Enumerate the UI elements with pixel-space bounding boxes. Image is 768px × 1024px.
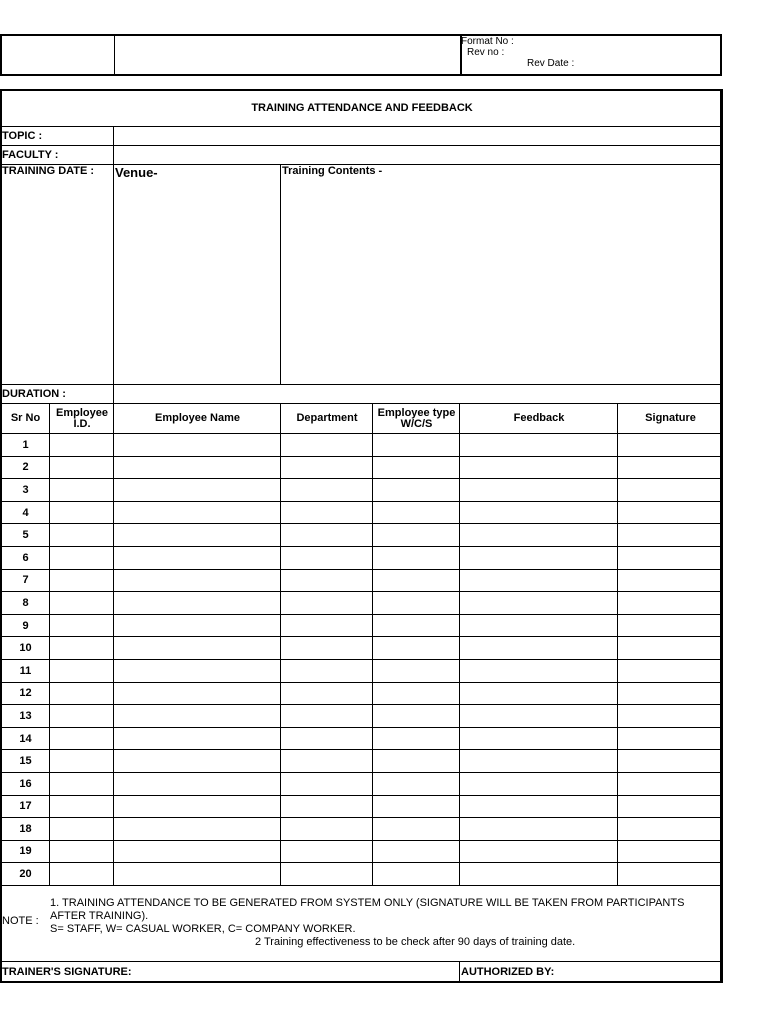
note-line-2: S= STAFF, W= CASUAL WORKER, C= COMPANY WORKER. xyxy=(50,923,356,936)
feedback-cell[interactable] xyxy=(460,705,618,728)
employee-name-cell[interactable] xyxy=(114,772,281,795)
table-row xyxy=(1,501,723,524)
col-signature: Signature xyxy=(618,404,723,434)
employee-id-cell[interactable] xyxy=(50,705,114,728)
employee-type-cell[interactable] xyxy=(373,614,460,637)
row-sr-no: 8 xyxy=(1,592,50,615)
table-row xyxy=(1,840,723,863)
employee-id-cell[interactable] xyxy=(50,795,114,818)
feedback-cell[interactable] xyxy=(460,614,618,637)
department-cell[interactable] xyxy=(281,501,373,524)
employee-id-cell[interactable] xyxy=(50,434,114,457)
employee-name-cell[interactable] xyxy=(114,479,281,502)
trainer-signature-label: TRAINER'S SIGNATURE: xyxy=(1,961,460,982)
row-sr-no: 1 xyxy=(1,434,50,457)
employee-type-cell[interactable] xyxy=(373,863,460,886)
department-cell[interactable] xyxy=(281,750,373,773)
feedback-cell[interactable] xyxy=(460,456,618,479)
form-title: TRAINING ATTENDANCE AND FEEDBACK xyxy=(1,90,723,127)
employee-type-cell[interactable] xyxy=(373,501,460,524)
note-section xyxy=(1,885,723,961)
employee-name-cell[interactable] xyxy=(114,727,281,750)
employee-id-cell[interactable] xyxy=(50,750,114,773)
col-sr-no: Sr No xyxy=(1,404,50,434)
employee-name-cell[interactable] xyxy=(114,614,281,637)
row-sr-no: 16 xyxy=(1,772,50,795)
employee-id-cell[interactable] xyxy=(50,727,114,750)
col-feedback: Feedback xyxy=(460,404,618,434)
employee-id-cell[interactable] xyxy=(50,818,114,841)
row-sr-no: 12 xyxy=(1,682,50,705)
employee-id-cell[interactable] xyxy=(50,546,114,569)
employee-name-cell[interactable] xyxy=(114,818,281,841)
row-sr-no: 14 xyxy=(1,727,50,750)
employee-name-cell[interactable] xyxy=(114,682,281,705)
row-sr-no: 19 xyxy=(1,840,50,863)
employee-type-cell[interactable] xyxy=(373,434,460,457)
signature-cell[interactable] xyxy=(618,479,723,502)
employee-type-cell[interactable] xyxy=(373,795,460,818)
employee-name-cell[interactable] xyxy=(114,456,281,479)
note-line-1: 1. TRAINING ATTENDANCE TO BE GENERATED FROM SYSTEM ONLY (SIGNATURE WILL BE TAKEN FROM PARTICIPANTS AFTER TRAINING). xyxy=(50,897,685,923)
department-cell[interactable] xyxy=(281,479,373,502)
department-cell[interactable] xyxy=(281,592,373,615)
table-row xyxy=(1,546,723,569)
signature-cell[interactable] xyxy=(618,456,723,479)
department-cell[interactable] xyxy=(281,682,373,705)
employee-type-cell[interactable] xyxy=(373,772,460,795)
employee-id-cell[interactable] xyxy=(50,456,114,479)
training-date-label: TRAINING DATE : xyxy=(1,165,114,385)
feedback-cell[interactable] xyxy=(460,592,618,615)
table-row xyxy=(1,569,723,592)
employee-type-cell[interactable] xyxy=(373,705,460,728)
row-sr-no: 10 xyxy=(1,637,50,660)
rev-date-label: Rev Date : xyxy=(527,58,575,69)
feedback-cell[interactable] xyxy=(460,840,618,863)
department-cell[interactable] xyxy=(281,456,373,479)
department-cell[interactable] xyxy=(281,705,373,728)
employee-name-cell[interactable] xyxy=(114,637,281,660)
employee-name-cell[interactable] xyxy=(114,524,281,547)
row-sr-no: 3 xyxy=(1,479,50,502)
signature-cell[interactable] xyxy=(618,750,723,773)
table-row xyxy=(1,479,723,502)
format-no-label: Format No : xyxy=(461,36,514,47)
feedback-cell[interactable] xyxy=(460,659,618,682)
row-sr-no: 13 xyxy=(1,705,50,728)
table-row xyxy=(1,795,723,818)
signature-cell[interactable] xyxy=(618,524,723,547)
note-label: NOTE : xyxy=(2,915,39,927)
employee-name-cell[interactable] xyxy=(114,795,281,818)
employee-id-cell[interactable] xyxy=(50,592,114,615)
row-sr-no: 11 xyxy=(1,659,50,682)
note-line-3: 2 Training effectiveness to be check after 90 days of training date. xyxy=(255,936,576,949)
department-cell[interactable] xyxy=(281,795,373,818)
topic-label: TOPIC : xyxy=(1,127,114,146)
col-employee-name: Employee Name xyxy=(114,404,281,434)
feedback-cell[interactable] xyxy=(460,727,618,750)
signature-cell[interactable] xyxy=(618,614,723,637)
employee-id-cell[interactable] xyxy=(50,524,114,547)
employee-id-cell[interactable] xyxy=(50,772,114,795)
department-cell[interactable] xyxy=(281,863,373,886)
employee-id-cell[interactable] xyxy=(50,840,114,863)
row-sr-no: 4 xyxy=(1,501,50,524)
faculty-value-cell[interactable] xyxy=(114,146,723,165)
table-row xyxy=(1,434,723,457)
employee-name-cell[interactable] xyxy=(114,592,281,615)
row-sr-no: 17 xyxy=(1,795,50,818)
row-sr-no: 15 xyxy=(1,750,50,773)
col-employee-type: Employee type W/C/S xyxy=(373,404,460,434)
employee-name-cell[interactable] xyxy=(114,546,281,569)
table-row xyxy=(1,637,723,660)
table-row xyxy=(1,456,723,479)
department-cell[interactable] xyxy=(281,772,373,795)
employee-id-cell[interactable] xyxy=(50,479,114,502)
feedback-cell[interactable] xyxy=(460,524,618,547)
row-sr-no: 7 xyxy=(1,569,50,592)
employee-type-cell[interactable] xyxy=(373,682,460,705)
employee-id-cell[interactable] xyxy=(50,863,114,886)
signature-cell[interactable] xyxy=(618,637,723,660)
signature-cell[interactable] xyxy=(618,546,723,569)
row-sr-no: 18 xyxy=(1,818,50,841)
employee-id-cell[interactable] xyxy=(50,501,114,524)
attendance-form xyxy=(0,89,723,983)
venue-label: Venue- xyxy=(114,165,281,385)
employee-id-cell[interactable] xyxy=(50,614,114,637)
signature-cell[interactable] xyxy=(618,682,723,705)
department-cell[interactable] xyxy=(281,434,373,457)
department-cell[interactable] xyxy=(281,614,373,637)
row-sr-no: 9 xyxy=(1,614,50,637)
format-header-box xyxy=(0,34,722,76)
feedback-cell[interactable] xyxy=(460,750,618,773)
signature-cell[interactable] xyxy=(618,592,723,615)
row-sr-no: 6 xyxy=(1,546,50,569)
department-cell[interactable] xyxy=(281,546,373,569)
row-sr-no: 5 xyxy=(1,524,50,547)
department-cell[interactable] xyxy=(281,840,373,863)
signature-cell[interactable] xyxy=(618,727,723,750)
employee-type-cell[interactable] xyxy=(373,456,460,479)
department-cell[interactable] xyxy=(281,637,373,660)
employee-type-cell[interactable] xyxy=(373,750,460,773)
employee-name-cell[interactable] xyxy=(114,501,281,524)
employee-name-cell[interactable] xyxy=(114,569,281,592)
signature-cell[interactable] xyxy=(618,863,723,886)
department-cell[interactable] xyxy=(281,569,373,592)
authorized-by-label: AUTHORIZED BY: xyxy=(460,961,723,982)
signature-cell[interactable] xyxy=(618,818,723,841)
feedback-cell[interactable] xyxy=(460,479,618,502)
employee-type-cell[interactable] xyxy=(373,659,460,682)
row-sr-no: 20 xyxy=(1,863,50,886)
employee-name-cell[interactable] xyxy=(114,434,281,457)
feedback-cell[interactable] xyxy=(460,863,618,886)
employee-type-cell[interactable] xyxy=(373,592,460,615)
feedback-cell[interactable] xyxy=(460,772,618,795)
employee-id-cell[interactable] xyxy=(50,659,114,682)
employee-type-cell[interactable] xyxy=(373,524,460,547)
row-sr-no: 2 xyxy=(1,456,50,479)
rev-no-label: Rev no : xyxy=(467,47,505,58)
signature-cell[interactable] xyxy=(618,434,723,457)
col-employee-id: Employee I.D. xyxy=(50,404,114,434)
col-department: Department xyxy=(281,404,373,434)
table-row xyxy=(1,750,723,773)
employee-id-cell[interactable] xyxy=(50,682,114,705)
department-cell[interactable] xyxy=(281,659,373,682)
feedback-cell[interactable] xyxy=(460,569,618,592)
duration-label: DURATION : xyxy=(1,385,114,404)
faculty-label: FACULTY : xyxy=(1,146,114,165)
employee-type-cell[interactable] xyxy=(373,727,460,750)
employee-type-cell[interactable] xyxy=(373,569,460,592)
employee-name-cell[interactable] xyxy=(114,659,281,682)
signature-cell[interactable] xyxy=(618,569,723,592)
department-cell[interactable] xyxy=(281,524,373,547)
feedback-cell[interactable] xyxy=(460,434,618,457)
employee-type-cell[interactable] xyxy=(373,637,460,660)
employee-type-cell[interactable] xyxy=(373,818,460,841)
employee-type-cell[interactable] xyxy=(373,479,460,502)
table-row xyxy=(1,682,723,705)
table-row xyxy=(1,524,723,547)
employee-name-cell[interactable] xyxy=(114,863,281,886)
feedback-cell[interactable] xyxy=(460,795,618,818)
table-row xyxy=(1,614,723,637)
employee-id-cell[interactable] xyxy=(50,637,114,660)
department-cell[interactable] xyxy=(281,727,373,750)
table-row xyxy=(1,772,723,795)
signature-cell[interactable] xyxy=(618,501,723,524)
feedback-cell[interactable] xyxy=(460,546,618,569)
employee-id-cell[interactable] xyxy=(50,569,114,592)
feedback-cell[interactable] xyxy=(460,637,618,660)
employee-name-cell[interactable] xyxy=(114,840,281,863)
table-row xyxy=(1,863,723,886)
header-divider xyxy=(114,36,115,74)
signature-cell[interactable] xyxy=(618,795,723,818)
table-row xyxy=(1,659,723,682)
feedback-cell[interactable] xyxy=(460,682,618,705)
employee-name-cell[interactable] xyxy=(114,705,281,728)
employee-name-cell[interactable] xyxy=(114,750,281,773)
table-row xyxy=(1,727,723,750)
table-row xyxy=(1,818,723,841)
signature-cell[interactable] xyxy=(618,705,723,728)
table-row xyxy=(1,592,723,615)
table-row xyxy=(1,705,723,728)
employee-type-cell[interactable] xyxy=(373,840,460,863)
signature-cell[interactable] xyxy=(618,772,723,795)
attendance-rows xyxy=(1,434,723,886)
employee-type-cell[interactable] xyxy=(373,546,460,569)
feedback-cell[interactable] xyxy=(460,818,618,841)
topic-value-cell[interactable] xyxy=(114,127,723,146)
department-cell[interactable] xyxy=(281,818,373,841)
signature-cell[interactable] xyxy=(618,659,723,682)
feedback-cell[interactable] xyxy=(460,501,618,524)
training-contents-label: Training Contents - xyxy=(281,165,723,385)
signature-cell[interactable] xyxy=(618,840,723,863)
duration-value-cell[interactable] xyxy=(114,385,723,404)
